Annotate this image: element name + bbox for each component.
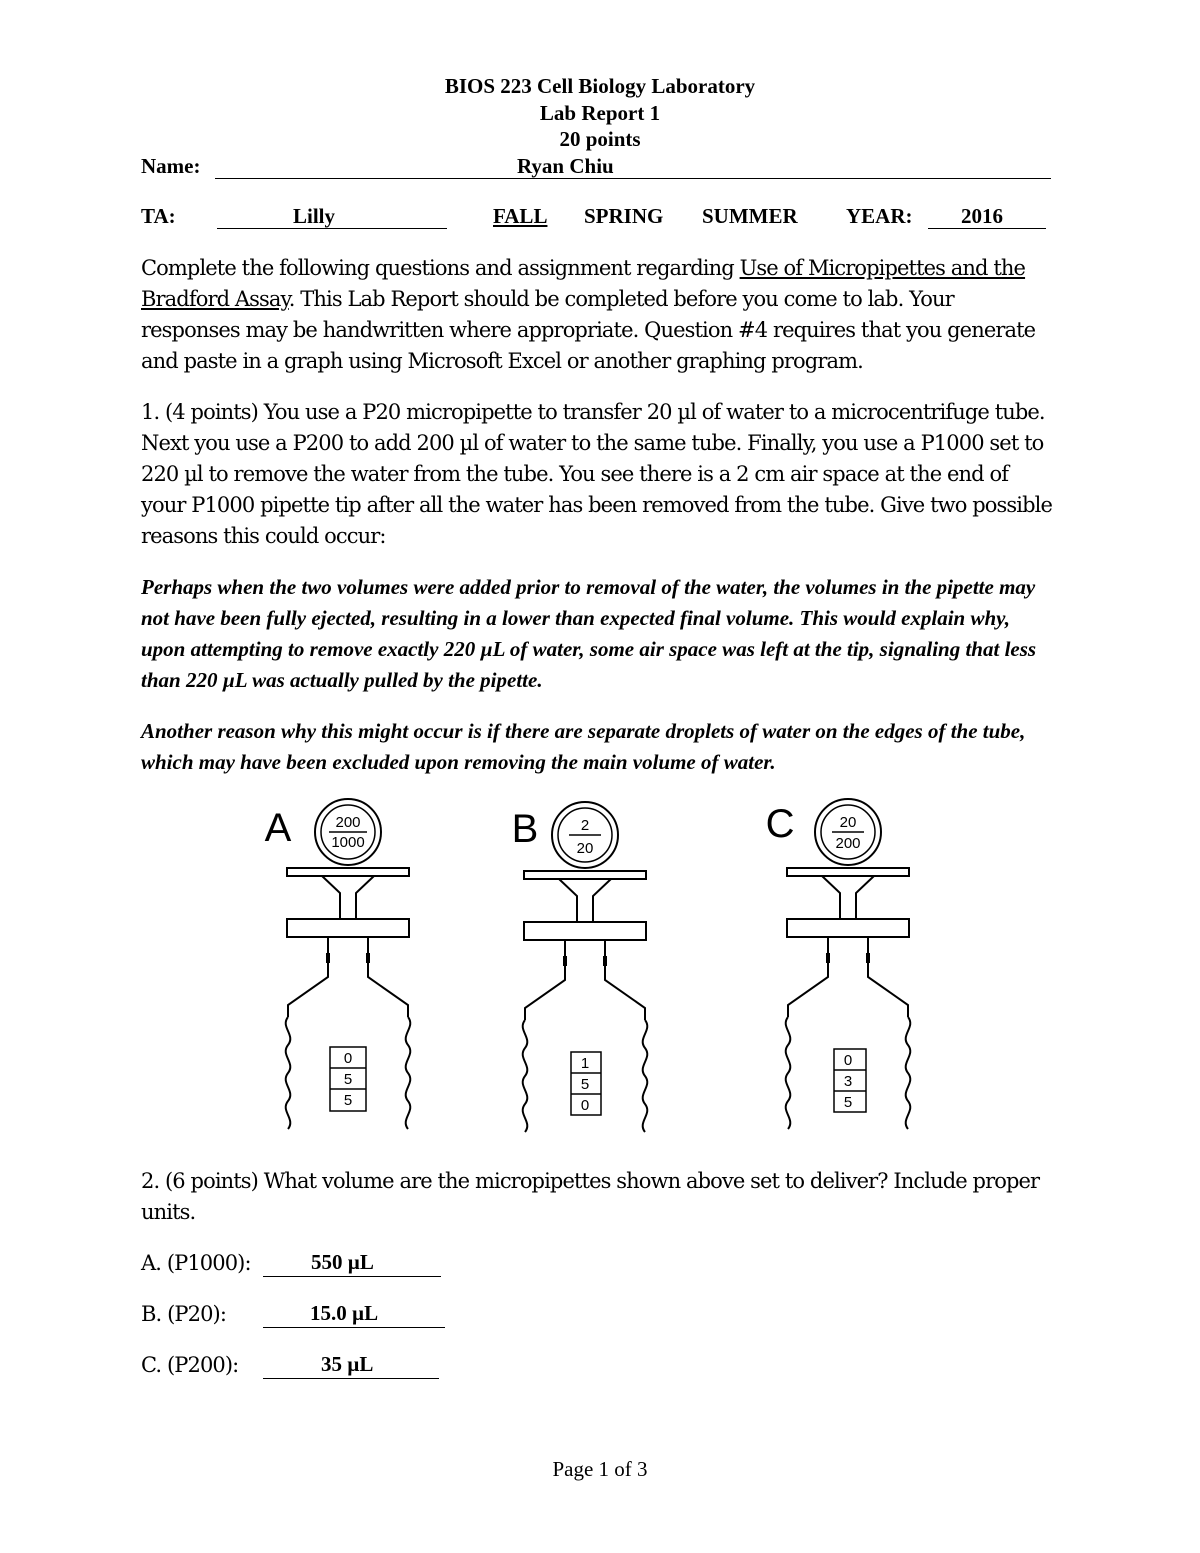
pipette-c-range-top: 20 xyxy=(839,814,857,831)
pipette-b-range-top: 2 xyxy=(580,817,590,834)
question-2: 2. (6 points) What volume are the micropipettes shown above set to deliver? Include proper units. xyxy=(141,1169,1040,1224)
answer-b-label: B. (P20): xyxy=(141,1302,226,1326)
answer-a-label: A. (P1000): xyxy=(141,1251,251,1275)
intro-topic: Use of Micropipettes and the Bradford Assay xyxy=(141,256,1026,311)
ta-row xyxy=(141,204,1051,234)
pipette-c-range-bottom: 200 xyxy=(835,835,861,852)
pipette-a-label: A xyxy=(264,806,292,850)
answer-b-field[interactable] xyxy=(263,1302,445,1328)
pipette-b xyxy=(512,802,648,1132)
question-1: 1. (4 points) You use a P20 micropipette to transfer 20 µl of water to a microcentrifuge tube. Next you use a P200 to add 200 µl of water to the same tube. Finally, you use a P1000 set to 220 µl to remove the water from the tube. You see there is a 2 cm air space at the end of your P1000 pipette tip after all the water has been removed from the tube. Give two possible reasons this could occur: xyxy=(141,400,1052,548)
pipette-b-digit-1: 1 xyxy=(580,1055,590,1072)
pipette-a-digit-1: 0 xyxy=(343,1050,353,1067)
pipette-a xyxy=(265,799,411,1129)
course-title: BIOS 223 Cell Biology Laboratory xyxy=(444,74,756,98)
intro-paragraph xyxy=(141,253,1056,377)
pipette-a-digit-3: 5 xyxy=(343,1092,353,1109)
name-row xyxy=(141,154,1051,184)
answer-1b: Another reason why this might occur is if there are separate droplets of water on the edges of the tube, which may have been excluded upon removing the main volume of water. xyxy=(141,719,1026,774)
answer-b-value: 15.0 µL xyxy=(310,1301,379,1325)
report-title: Lab Report 1 xyxy=(539,101,661,125)
term-summer: SUMMER xyxy=(702,204,798,228)
pipette-c xyxy=(766,799,911,1129)
year-label: YEAR: xyxy=(846,204,913,228)
pipette-c-digit-2: 3 xyxy=(843,1073,853,1090)
answer-c-field[interactable] xyxy=(263,1353,439,1379)
intro-before: Complete the following questions and assignment regarding xyxy=(141,256,740,280)
name-field[interactable] xyxy=(215,154,1051,179)
pipette-b-digit-3: 0 xyxy=(580,1097,590,1114)
pipette-c-digit-1: 0 xyxy=(843,1052,853,1069)
answer-1a: Perhaps when the two volumes were added prior to removal of the water, the volumes in the pipette may not have been fully ejected, resulting in a lower than expected final volume. This would explain why, upon attempting to remove exactly 220 µL of water, some air space was left at the tip, signaling that less than 220 µL was actually pulled by the pipette. xyxy=(141,575,1037,692)
answer-a-value: 550 µL xyxy=(311,1250,374,1274)
name-label: Name: xyxy=(141,154,201,178)
pipette-b-digit-2: 5 xyxy=(580,1076,590,1093)
ta-label: TA: xyxy=(141,204,176,228)
term-spring: SPRING xyxy=(584,204,664,228)
year-value: 2016 xyxy=(961,204,1003,228)
intro-after: . This Lab Report should be completed before you come to lab. Your responses may be handwritten where appropriate. Question #4 requires that you generate and paste in a graph using Microsoft Excel or another graphing program. xyxy=(141,287,1036,373)
pipette-c-label: C xyxy=(765,802,795,846)
pipette-a-range-bottom: 1000 xyxy=(331,834,365,851)
ta-value: Lilly xyxy=(293,204,336,228)
name-value: Ryan Chiu xyxy=(517,154,614,178)
page-number: Page 1 of 3 xyxy=(552,1457,648,1481)
answer-c-label: C. (P200): xyxy=(141,1353,239,1377)
pipette-c-digit-3: 5 xyxy=(843,1094,853,1111)
points-total: 20 points xyxy=(559,127,641,151)
pipette-diagram xyxy=(0,795,1200,1135)
answer-a-field[interactable] xyxy=(263,1251,441,1277)
term-fall: FALL xyxy=(493,204,548,228)
answer-c-value: 35 µL xyxy=(321,1352,374,1376)
pipette-b-range-bottom: 20 xyxy=(576,840,594,857)
pipette-b-label: B xyxy=(511,807,539,851)
pipette-a-digit-2: 5 xyxy=(343,1071,353,1088)
pipette-a-range-top: 200 xyxy=(335,814,361,831)
